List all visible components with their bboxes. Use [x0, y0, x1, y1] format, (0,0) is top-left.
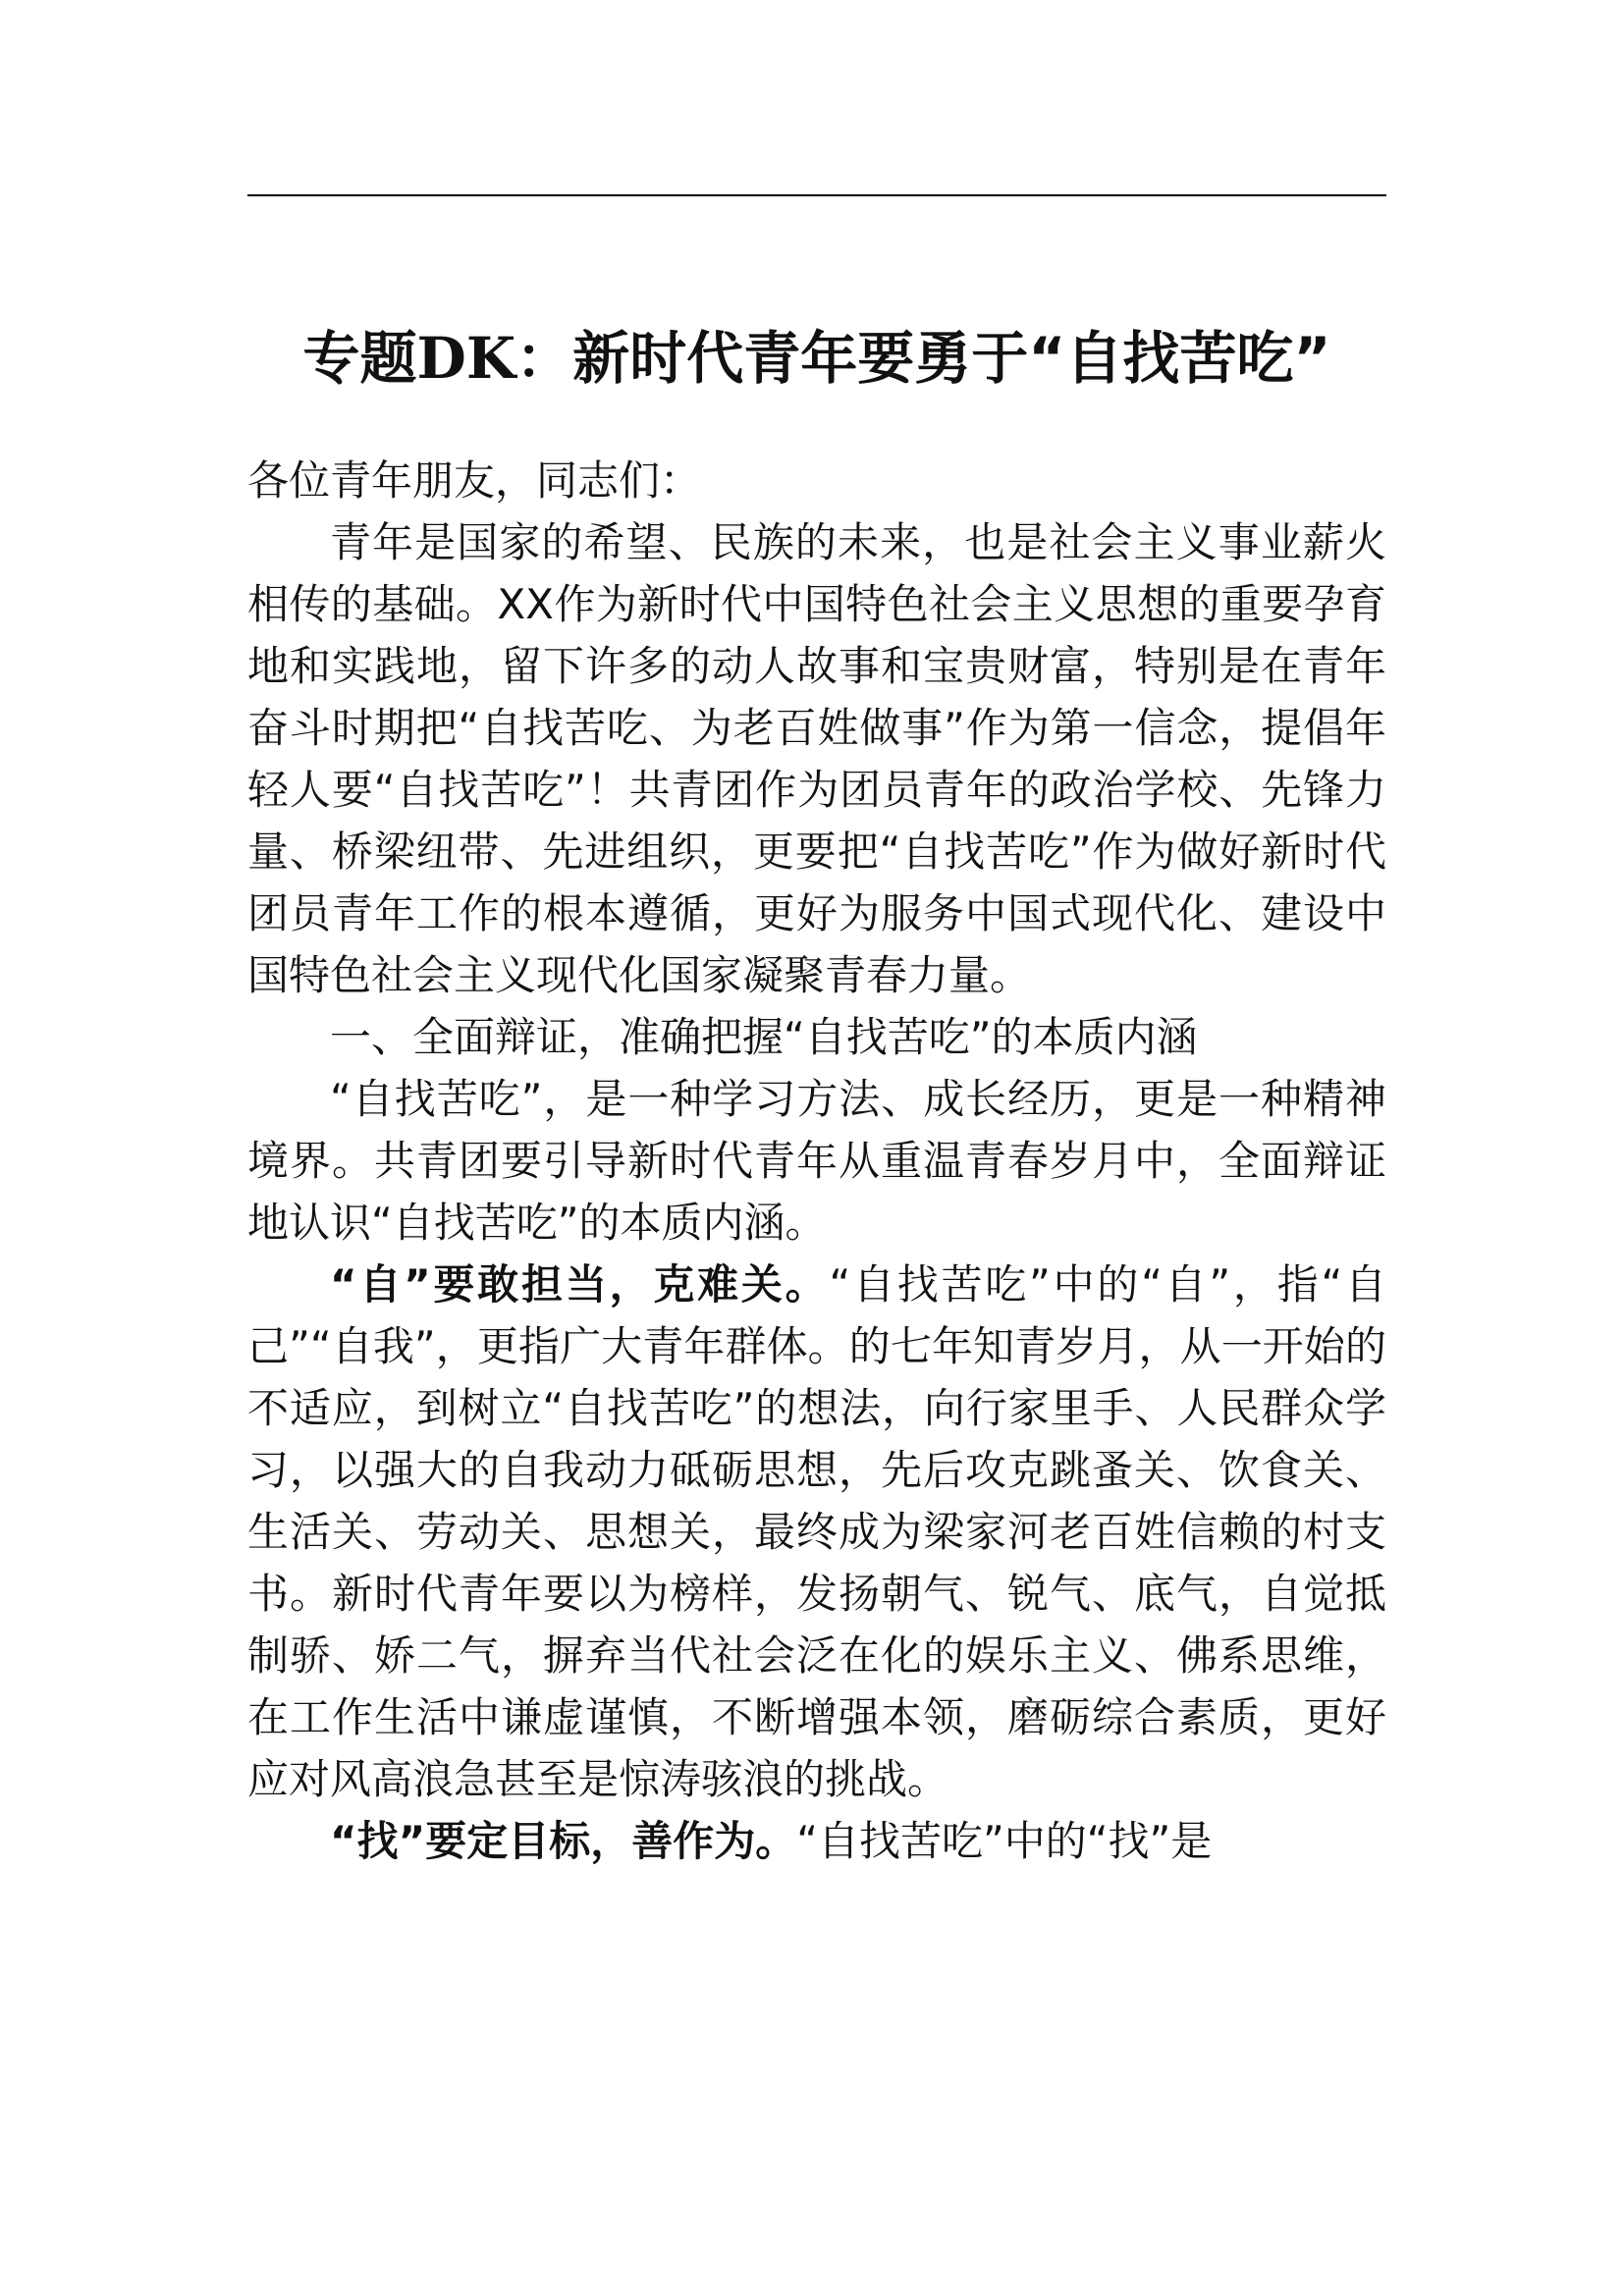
document-body	[247, 450, 1386, 1872]
paragraph-zi-lead: “自”要敢担当，克难关。	[330, 1260, 830, 1308]
paragraph-zi	[247, 1254, 1386, 1810]
paragraph-intro	[247, 511, 1386, 1006]
paragraph-intro-text: 青年是国家的希望、民族的未来，也是社会主义事业薪火相传的基础。XX作为新时代中国特色社会主义思想的重要孕育地和实践地，留下许多的动人故事和宝贵财富，特别是在青年奋斗时期把“自找苦吃、为老百姓做事”作为第一信念，提倡年轻人要“自找苦吃”！共青团作为团员青年的政治学校、先锋力量、桥梁纽带、先进组织，更要把“自找苦吃”作为做好新时代团员青年工作的根本遵循，更好为服务中国式现代化、建设中国特色社会主义现代化国家凝聚青春力量。	[247, 518, 1386, 999]
paragraph-essence-text: “自找苦吃”，是一种学习方法、成长经历，更是一种精神境界。共青团要引导新时代青年从重温青春岁月中，全面辩证地认识“自找苦吃”的本质内涵。	[247, 1075, 1386, 1247]
paragraph-zi-text: “自找苦吃”中的“自”，指“自己”“自我”，更指广大青年群体。的七年知青岁月，从一开始的不适应，到树立“自找苦吃”的想法，向行家里手、人民群众学习，以强大的自我动力砥砺思想，先后攻克跳蚤关、饮食关、生活关、劳动关、思想关，最终成为梁家河老百姓信赖的村支书。新时代青年要以为榜样，发扬朝气、锐气、底气，自觉抵制骄、娇二气，摒弃当代社会泛在化的娱乐主义、佛系思维，在工作生活中谦虚谨慎，不断增强本领，磨砺综合素质，更好应对风高浪急甚至是惊涛骇浪的挑战。	[247, 1260, 1386, 1803]
page-title	[247, 317, 1386, 400]
paragraph-zhao	[247, 1810, 1386, 1872]
section-heading-1-text: 一、全面辩证，准确把握“自找苦吃”的本质内涵	[330, 1013, 1198, 1061]
paragraph-zhao-lead: “找”要定目标，善作为。	[330, 1817, 797, 1865]
header-rule	[247, 194, 1386, 196]
paragraph-essence	[247, 1068, 1386, 1254]
title-code: DK	[416, 324, 516, 392]
title-rest: ：新时代青年要勇于“自找苦吃”	[515, 324, 1331, 392]
salutation: 各位青年朋友，同志们：	[247, 456, 702, 505]
title-prefix: 专题	[302, 324, 417, 392]
section-heading-1	[247, 1006, 1386, 1068]
paragraph-zhao-text: “自找苦吃”中的“找”是	[796, 1817, 1213, 1865]
